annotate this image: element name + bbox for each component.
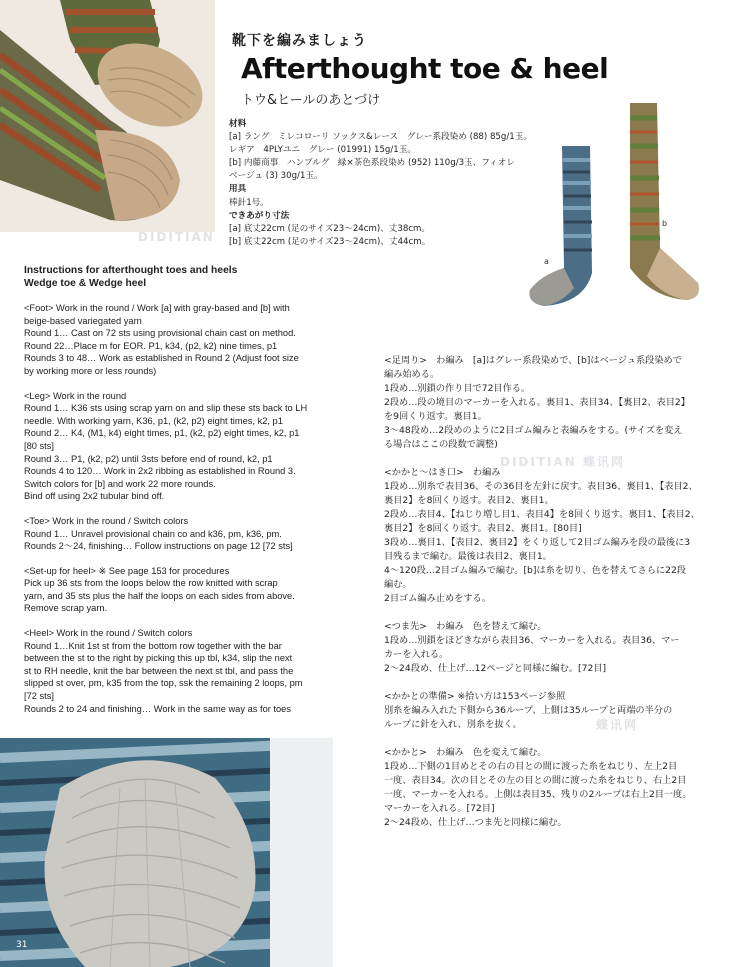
instruction-line: Round 3… P1, (k2, p2) until 3sts before end of round, k2, p1 [24,453,273,464]
instruction-line: Rounds 2 to 24 and finishing… Work in the same way as for toes [24,703,291,714]
page-subtitle: トウ&ヒールのあとづけ [241,93,381,108]
ja-line: <かかと> わ編み 色を変えて編む。 [384,747,547,758]
instruction-line: Round 2… K4, (M1, k4) eight times, p1, (k2, p2) eight times, k2, p1 [24,428,300,439]
ja-heel-opening-section [384,466,714,606]
size-heading: できあがり寸法 [229,210,290,221]
instruction-line: <Set-up for heel> ※ See page 153 for procedures [24,565,230,576]
ja-line: ループに針を入れ、別糸を抜く。 [384,719,522,730]
instruction-line: needle. With working yarn, K36, p1, (k2, p2) eight times, k2, p1 [24,415,283,426]
sock-label-b: b [662,219,668,228]
sock-label-a: a [544,257,549,266]
instruction-line: Round 1…Knit 1st st from the bottom row together with the bar [24,640,282,651]
ja-line: 一度、表目34。次の目とその左の目との間に渡った糸をねじり、右上2目 [384,775,687,786]
instruction-line: Round 22…Place m for EOR. P1, k34, (p2, k2) nine times, p1 [24,340,278,351]
instruction-line: Bind off using 2x2 tubular bind off. [24,491,165,502]
instruction-line: Switch colors for [b] and work 22 more rounds. [24,478,216,489]
instruction-line: slipped st over, pm, k35 from the top, ssk the remaining 2 loops, pm [24,678,303,689]
instruction-line: beige-based variegated yarn [24,315,142,326]
size-line: [b] 底丈22cm (足のサイズ23〜24cm)、丈44cm。 [229,236,431,247]
tools-heading: 用具 [229,184,247,195]
english-subheading: Wedge toe & Wedge heel [24,278,147,289]
ja-line: 目残るまで編む。最後は表目2、裏目1。 [384,551,552,562]
materials-line: ベージュ (3) 30g/1玉。 [229,171,323,182]
ja-line: 裏目2】を8回くり返す。表目2、裏目1。 [384,495,554,506]
ja-line: 3段め…裏目1、【表目2、裏目2】をくり返して2目ゴム編みを段の最後に3 [384,537,691,548]
foot-section [24,302,354,378]
ja-line: 編み始める。 [384,369,440,380]
materials-line: レギア 4PLYユニ グレー (01991) 15g/1玉。 [229,145,416,156]
ja-line: 1段め…下側の1目めとその右の目との間に渡った糸をねじり、左上2目 [384,761,678,772]
ja-line: 1段め…別鎖をほどきながら表目36、マーカーを入れる。表目36、マー [384,635,680,646]
ja-line: マーカーを入れる。[72目] [384,803,495,814]
watermark: DIDITIAN [138,230,215,244]
instruction-line: <Foot> Work in the round / Work [a] with gray-based and [b] with [24,303,290,313]
ja-line: 別糸を編み入れた下側から36ループ、上側は35ループと両端の半分の [384,705,673,716]
instruction-line: Rounds 4 to 120… Work in 2x2 ribbing as established in Round 3. [24,466,296,477]
materials-line: [b] 内藤商事 ハンブルグ 緑×茶色系段染め (952) 110g/3玉、フィオレ [229,158,515,169]
top-sock-photo [0,0,215,232]
two-socks-photo [522,98,707,313]
instruction-line: <Toe> Work in the round / Switch colors [24,515,189,526]
ja-line: 2〜24段め、仕上げ…12ページと同様に編む。[72目] [384,663,607,674]
toe-section [24,515,354,553]
leg-section [24,390,354,503]
materials-line: [a] ラング ミレコローリ ソックス&レース グレー系段染め (88) 85g/1玉。 [229,132,532,143]
ja-line: 裏目2】を8回くり返す。表目2、裏目1。[80目] [384,523,582,534]
instruction-line: <Heel> Work in the round / Switch colors [24,628,193,639]
ja-foot-section [384,354,714,452]
watermark: DIDITIAN 蝶讯网 [500,455,626,469]
instruction-line: Rounds 3 to 48… Work as established in Round 2 (Adjust foot size [24,353,299,364]
instruction-line: Pick up 36 sts from the loops below the row knitted with scrap [24,578,278,589]
ja-line: を9回くり返す。裏目1。 [384,411,487,422]
heel-setup-section [24,565,354,615]
tools-text: 棒針1号。 [229,197,269,208]
ja-toe-section [384,620,714,676]
instruction-line: yarn, and 35 sts plus the half the loops on each sides from above. [24,590,295,601]
instruction-line: [72 sts] [24,691,54,702]
ja-line: <つま先> わ編み 色を替えて編む。 [384,621,547,632]
ja-line: 2段め…表目4、【ねじり増し目1、表目4】を8回くり返す。裏目1、【表目2、 [384,509,700,520]
english-instructions [24,264,354,715]
instruction-line: st to RH needle, knit the bar between the next st tbl, and pass the [24,665,294,676]
ja-line: る場合はここの段数で調整) [384,439,498,450]
heel-section [24,627,354,715]
ja-line: カーを入れる。 [384,649,449,660]
materials-block [229,118,532,249]
instruction-line: Rounds 2〜24, finishing… Follow instructions on page 12 [72 sts] [24,541,293,552]
ja-line: <足周り> わ編み [a]はグレー系段染めで、[b]はベージュ系段染めで [384,355,682,366]
instruction-line: Round 1… K36 sts using scrap yarn on and slip these sts back to LH [24,403,308,414]
page-title: Afterthought toe & heel [241,52,609,85]
instruction-line: Remove scrap yarn. [24,603,108,614]
page-number: 31 [16,940,28,950]
ja-line: 3〜48段め…2段めのように2目ゴム編みと表編みをする。(サイズを変え [384,425,683,436]
ja-heel-section [384,746,714,830]
instruction-line: [80 sts] [24,440,54,451]
watermark: 蝶讯网 [596,718,639,732]
page-kicker: 靴下を編みましょう [232,33,367,49]
instruction-line: <Leg> Work in the round [24,390,127,401]
materials-heading: 材料 [229,119,247,129]
ja-line: 編む。 [384,579,412,590]
ja-setup-section [384,690,714,732]
size-line: [a] 底丈22cm (足のサイズ23〜24cm)、丈38cm。 [229,223,431,234]
heel-closeup-photo [0,738,333,967]
ja-line: 2段め…段の境目のマーカーを入れる。裏目1、表目34、【裏目2、表目2】 [384,397,690,408]
instruction-line: by working more or less rounds) [24,365,157,376]
ja-line: 1段め…別鎖の作り目で72目作る。 [384,383,531,394]
instruction-line: Round 1… Cast on 72 sts using provisional chain cast on method. [24,328,296,339]
ja-line: <かかと〜はき口> わ編み [384,467,501,478]
japanese-instructions [384,354,714,830]
ja-line: 一度、マーカーを入れる。上側は表目35、残りの2ループは右上2目一度。 [384,789,692,800]
english-heading: Instructions for afterthought toes and heels [24,265,238,276]
ja-line: 2目ゴム編み止めをする。 [384,593,491,604]
ja-line: 1段め…別糸で表目36、その36目を左針に戻す。表目36、裏目1、【表目2、 [384,481,698,492]
ja-line: 2〜24段め、仕上げ…つま先と同様に編む。 [384,817,567,828]
instruction-line: between the st to the right by picking this up tbl, k34, slip the next [24,653,293,664]
ja-line: 4〜120段…2目ゴム編みで編む。[b]は糸を切り、色を替えてさらに22段 [384,565,686,576]
instruction-line: Round 1… Unravel provisional chain co and k36, pm, k36, pm. [24,528,282,539]
ja-line: <かかとの準備> ※拾い方は153ページ参照 [384,691,566,702]
